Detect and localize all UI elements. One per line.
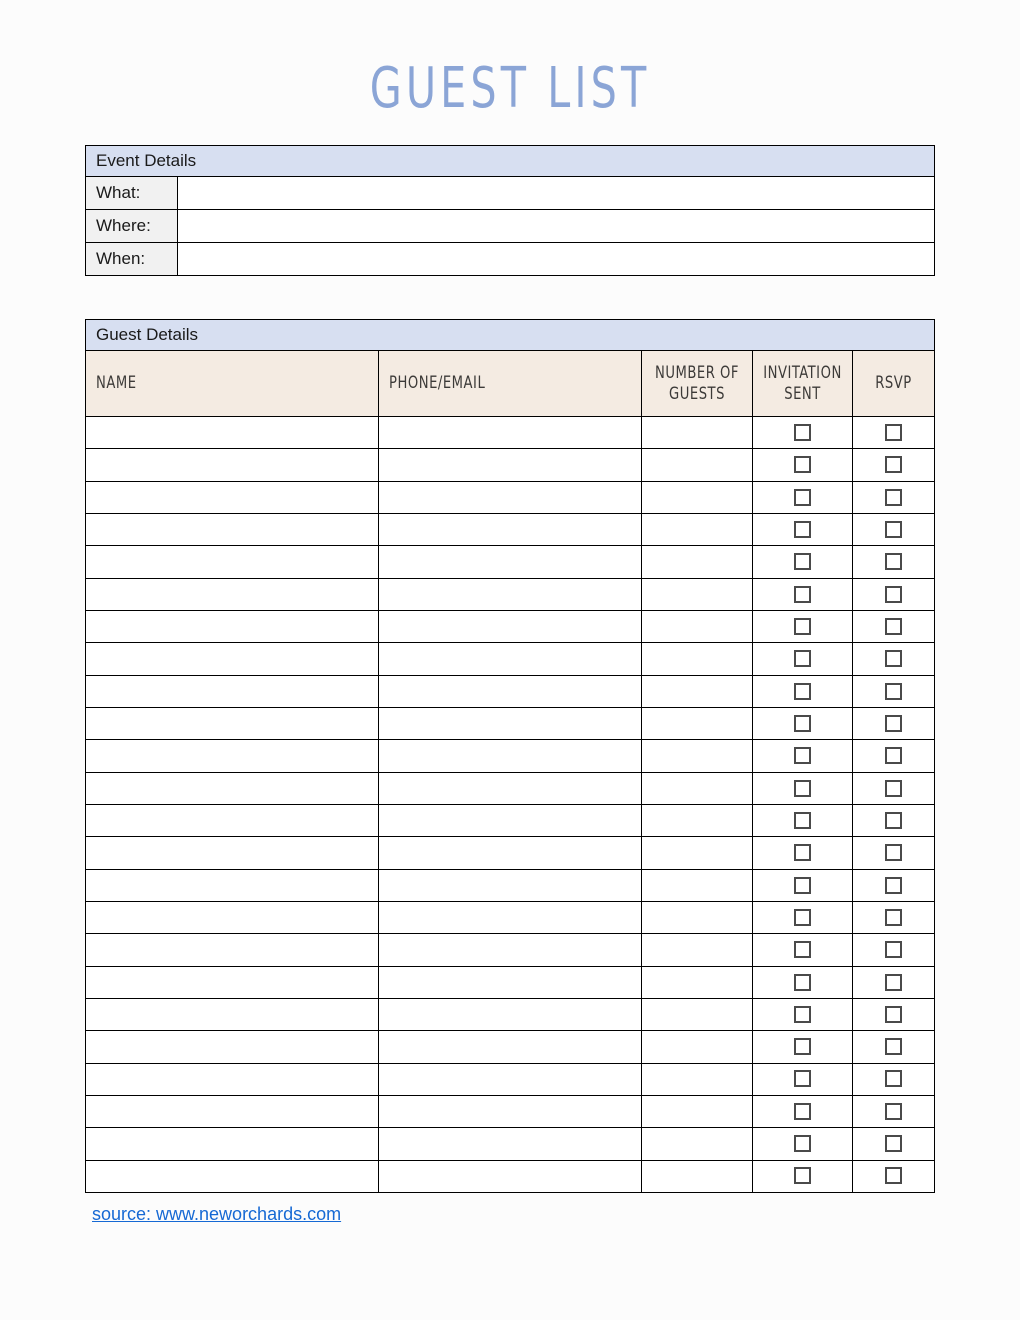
table-row: [86, 449, 935, 481]
invitation-sent-cell: [753, 513, 853, 545]
guest-name-cell[interactable]: [86, 1095, 379, 1127]
guest-name-cell[interactable]: [86, 966, 379, 998]
invitation-sent-cell: [753, 1031, 853, 1063]
invitation-sent-cell: [753, 610, 853, 642]
rsvp-cell: [853, 1128, 935, 1160]
guest-name-cell[interactable]: [86, 1063, 379, 1095]
guest-phone-email-cell[interactable]: [379, 1128, 642, 1160]
guest-number-of-guests-cell[interactable]: [642, 1128, 753, 1160]
rsvp-cell: [853, 740, 935, 772]
rsvp-checkbox[interactable]: [885, 1135, 902, 1152]
guest-name-cell[interactable]: [86, 675, 379, 707]
guest-phone-email-cell[interactable]: [379, 772, 642, 804]
guest-name-cell[interactable]: [86, 449, 379, 481]
guest-phone-email-cell[interactable]: [379, 998, 642, 1030]
guest-number-of-guests-cell[interactable]: [642, 578, 753, 610]
rsvp-checkbox[interactable]: [885, 780, 902, 797]
guest-phone-email-cell[interactable]: [379, 901, 642, 933]
invitation-sent-cell: [753, 772, 853, 804]
rsvp-checkbox[interactable]: [885, 424, 902, 441]
invitation-sent-checkbox[interactable]: [794, 586, 811, 603]
guest-name-cell[interactable]: [86, 610, 379, 642]
table-row: [86, 1095, 935, 1127]
guest-number-of-guests-cell[interactable]: [642, 998, 753, 1030]
invitation-sent-cell: [753, 481, 853, 513]
table-row: [86, 740, 935, 772]
rsvp-checkbox[interactable]: [885, 1006, 902, 1023]
guest-phone-email-cell[interactable]: [379, 707, 642, 739]
table-row: [86, 869, 935, 901]
guest-number-of-guests-cell[interactable]: [642, 966, 753, 998]
invitation-sent-cell: [753, 1063, 853, 1095]
invitation-sent-checkbox[interactable]: [794, 1070, 811, 1087]
rsvp-cell: [853, 966, 935, 998]
invitation-sent-cell: [753, 707, 853, 739]
invitation-sent-checkbox[interactable]: [794, 683, 811, 700]
guest-phone-email-cell[interactable]: [379, 578, 642, 610]
rsvp-cell: [853, 998, 935, 1030]
rsvp-cell: [853, 513, 935, 545]
column-header-rsvp: [853, 351, 935, 417]
rsvp-cell: [853, 901, 935, 933]
guest-phone-email-cell[interactable]: [379, 740, 642, 772]
table-row: [86, 1031, 935, 1063]
invitation-sent-checkbox[interactable]: [794, 1038, 811, 1055]
rsvp-checkbox[interactable]: [885, 456, 902, 473]
rsvp-checkbox[interactable]: [885, 1038, 902, 1055]
invitation-sent-cell: [753, 804, 853, 836]
invitation-sent-checkbox[interactable]: [794, 489, 811, 506]
guest-rows-body: [86, 417, 935, 1193]
guest-number-of-guests-cell[interactable]: [642, 837, 753, 869]
rsvp-checkbox[interactable]: [885, 1103, 902, 1120]
event-when-row: [86, 243, 935, 276]
guest-name-cell[interactable]: [86, 1031, 379, 1063]
guest-phone-email-cell[interactable]: [379, 934, 642, 966]
event-where-label: Where:: [86, 210, 178, 243]
invitation-sent-cell: [753, 1095, 853, 1127]
table-row: [86, 1128, 935, 1160]
guest-number-of-guests-cell[interactable]: [642, 804, 753, 836]
column-header-name-label: NAME: [96, 373, 137, 393]
invitation-sent-checkbox[interactable]: [794, 974, 811, 991]
guest-number-of-guests-cell[interactable]: [642, 1031, 753, 1063]
guest-name-cell[interactable]: [86, 1160, 379, 1192]
rsvp-checkbox[interactable]: [885, 844, 902, 861]
rsvp-checkbox[interactable]: [885, 974, 902, 991]
table-row: [86, 513, 935, 545]
guest-name-cell[interactable]: [86, 934, 379, 966]
guest-name-cell[interactable]: [86, 1128, 379, 1160]
rsvp-cell: [853, 417, 935, 449]
guest-name-cell[interactable]: [86, 998, 379, 1030]
guest-phone-email-cell[interactable]: [379, 869, 642, 901]
table-row: [86, 966, 935, 998]
invitation-sent-checkbox[interactable]: [794, 844, 811, 861]
guest-details-table: [85, 319, 935, 1193]
guest-number-of-guests-cell[interactable]: [642, 1160, 753, 1192]
guest-name-cell[interactable]: [86, 869, 379, 901]
column-header-invitation-sent: [753, 351, 853, 417]
guest-number-of-guests-cell[interactable]: [642, 1095, 753, 1127]
guest-phone-email-cell[interactable]: [379, 417, 642, 449]
invitation-sent-cell: [753, 546, 853, 578]
invitation-sent-checkbox[interactable]: [794, 941, 811, 958]
rsvp-checkbox[interactable]: [885, 553, 902, 570]
guest-phone-email-cell[interactable]: [379, 1095, 642, 1127]
rsvp-checkbox[interactable]: [885, 747, 902, 764]
guest-number-of-guests-cell[interactable]: [642, 772, 753, 804]
guest-name-cell[interactable]: [86, 417, 379, 449]
table-row: [86, 546, 935, 578]
guest-number-of-guests-cell[interactable]: [642, 610, 753, 642]
rsvp-cell: [853, 804, 935, 836]
rsvp-cell: [853, 610, 935, 642]
rsvp-cell: [853, 1063, 935, 1095]
event-where-input[interactable]: [178, 210, 935, 243]
rsvp-cell: [853, 1095, 935, 1127]
guest-name-cell[interactable]: [86, 740, 379, 772]
table-row: [86, 998, 935, 1030]
rsvp-cell: [853, 578, 935, 610]
invitation-sent-cell: [753, 869, 853, 901]
table-row: [86, 934, 935, 966]
rsvp-checkbox[interactable]: [885, 489, 902, 506]
table-row: [86, 578, 935, 610]
column-header-number-of-guests: [642, 351, 753, 417]
guest-details-column-header-row: [86, 351, 935, 417]
table-row: [86, 610, 935, 642]
rsvp-checkbox[interactable]: [885, 683, 902, 700]
rsvp-cell: [853, 546, 935, 578]
invitation-sent-cell: [753, 1160, 853, 1192]
guest-phone-email-cell[interactable]: [379, 610, 642, 642]
table-row: [86, 901, 935, 933]
rsvp-cell: [853, 1160, 935, 1192]
rsvp-checkbox[interactable]: [885, 1070, 902, 1087]
invitation-sent-cell: [753, 578, 853, 610]
guest-number-of-guests-cell[interactable]: [642, 481, 753, 513]
guest-number-of-guests-cell[interactable]: [642, 675, 753, 707]
column-header-number-of-guests-label: NUMBER OF GUESTS: [654, 362, 740, 404]
guest-phone-email-cell[interactable]: [379, 1031, 642, 1063]
event-when-input[interactable]: [178, 243, 935, 276]
guest-number-of-guests-cell[interactable]: [642, 546, 753, 578]
table-row: [86, 481, 935, 513]
guest-phone-email-cell[interactable]: [379, 1063, 642, 1095]
guest-name-cell[interactable]: [86, 481, 379, 513]
guest-name-cell[interactable]: [86, 804, 379, 836]
event-details-section-title: Event Details: [86, 146, 935, 177]
invitation-sent-cell: [753, 417, 853, 449]
rsvp-checkbox[interactable]: [885, 812, 902, 829]
guest-number-of-guests-cell[interactable]: [642, 740, 753, 772]
guest-details-header-row: [86, 320, 935, 351]
guest-name-cell[interactable]: [86, 643, 379, 675]
rsvp-cell: [853, 837, 935, 869]
invitation-sent-checkbox[interactable]: [794, 456, 811, 473]
event-details-header-row: [86, 146, 935, 177]
guest-number-of-guests-cell[interactable]: [642, 934, 753, 966]
rsvp-checkbox[interactable]: [885, 586, 902, 603]
guest-phone-email-cell[interactable]: [379, 837, 642, 869]
guest-name-cell[interactable]: [86, 837, 379, 869]
invitation-sent-checkbox[interactable]: [794, 909, 811, 926]
guest-number-of-guests-cell[interactable]: [642, 869, 753, 901]
rsvp-cell: [853, 707, 935, 739]
guest-phone-email-cell[interactable]: [379, 481, 642, 513]
invitation-sent-checkbox[interactable]: [794, 1103, 811, 1120]
invitation-sent-cell: [753, 934, 853, 966]
invitation-sent-checkbox[interactable]: [794, 424, 811, 441]
rsvp-cell: [853, 481, 935, 513]
event-where-row: [86, 210, 935, 243]
rsvp-checkbox[interactable]: [885, 877, 902, 894]
page-title: GUEST LIST: [369, 56, 651, 121]
table-row: [86, 707, 935, 739]
table-row: [86, 675, 935, 707]
invitation-sent-checkbox[interactable]: [794, 553, 811, 570]
invitation-sent-checkbox[interactable]: [794, 618, 811, 635]
invitation-sent-checkbox[interactable]: [794, 521, 811, 538]
guest-phone-email-cell[interactable]: [379, 804, 642, 836]
guest-number-of-guests-cell[interactable]: [642, 449, 753, 481]
invitation-sent-cell: [753, 1128, 853, 1160]
invitation-sent-checkbox[interactable]: [794, 877, 811, 894]
guest-number-of-guests-cell[interactable]: [642, 1063, 753, 1095]
guest-name-cell[interactable]: [86, 707, 379, 739]
rsvp-cell: [853, 934, 935, 966]
table-row: [86, 417, 935, 449]
column-header-name: [86, 351, 379, 417]
rsvp-cell: [853, 869, 935, 901]
invitation-sent-cell: [753, 740, 853, 772]
rsvp-cell: [853, 675, 935, 707]
table-row: [86, 1160, 935, 1192]
rsvp-checkbox[interactable]: [885, 521, 902, 538]
invitation-sent-checkbox[interactable]: [794, 812, 811, 829]
invitation-sent-cell: [753, 643, 853, 675]
invitation-sent-cell: [753, 998, 853, 1030]
table-row: [86, 772, 935, 804]
rsvp-checkbox[interactable]: [885, 618, 902, 635]
event-details-table: [85, 145, 935, 276]
invitation-sent-checkbox[interactable]: [794, 780, 811, 797]
guest-name-cell[interactable]: [86, 901, 379, 933]
rsvp-checkbox[interactable]: [885, 909, 902, 926]
guest-phone-email-cell[interactable]: [379, 546, 642, 578]
column-header-invitation-sent-label: INVITATION SENT: [763, 362, 842, 404]
source-link[interactable]: source: www.neworchards.com: [92, 1204, 342, 1224]
table-row: [86, 643, 935, 675]
invitation-sent-cell: [753, 449, 853, 481]
guest-phone-email-cell[interactable]: [379, 513, 642, 545]
invitation-sent-cell: [753, 966, 853, 998]
column-header-phone-email: [379, 351, 642, 417]
column-header-phone-email-label: PHONE/EMAIL: [389, 373, 486, 393]
invitation-sent-cell: [753, 675, 853, 707]
invitation-sent-cell: [753, 837, 853, 869]
guest-phone-email-cell[interactable]: [379, 449, 642, 481]
table-row: [86, 804, 935, 836]
guest-phone-email-cell[interactable]: [379, 966, 642, 998]
invitation-sent-checkbox[interactable]: [794, 1135, 811, 1152]
guest-name-cell[interactable]: [86, 772, 379, 804]
guest-phone-email-cell[interactable]: [379, 675, 642, 707]
guest-name-cell[interactable]: [86, 513, 379, 545]
column-header-rsvp-label: RSVP: [875, 373, 912, 393]
guest-phone-email-cell[interactable]: [379, 643, 642, 675]
guest-number-of-guests-cell[interactable]: [642, 513, 753, 545]
event-what-label: What:: [86, 177, 178, 210]
invitation-sent-cell: [753, 901, 853, 933]
rsvp-checkbox[interactable]: [885, 941, 902, 958]
guest-details-section-title: Guest Details: [86, 320, 935, 351]
table-row: [86, 837, 935, 869]
guest-number-of-guests-cell[interactable]: [642, 707, 753, 739]
event-when-label: When:: [86, 243, 178, 276]
event-what-row: [86, 177, 935, 210]
guest-number-of-guests-cell[interactable]: [642, 901, 753, 933]
invitation-sent-checkbox[interactable]: [794, 715, 811, 732]
invitation-sent-checkbox[interactable]: [794, 1167, 811, 1184]
invitation-sent-checkbox[interactable]: [794, 650, 811, 667]
rsvp-checkbox[interactable]: [885, 650, 902, 667]
guest-number-of-guests-cell[interactable]: [642, 417, 753, 449]
event-what-input[interactable]: [178, 177, 935, 210]
rsvp-cell: [853, 449, 935, 481]
rsvp-cell: [853, 643, 935, 675]
guest-number-of-guests-cell[interactable]: [642, 643, 753, 675]
guest-phone-email-cell[interactable]: [379, 1160, 642, 1192]
rsvp-checkbox[interactable]: [885, 1167, 902, 1184]
rsvp-checkbox[interactable]: [885, 715, 902, 732]
guest-name-cell[interactable]: [86, 578, 379, 610]
rsvp-cell: [853, 1031, 935, 1063]
invitation-sent-checkbox[interactable]: [794, 747, 811, 764]
rsvp-cell: [853, 772, 935, 804]
guest-name-cell[interactable]: [86, 546, 379, 578]
invitation-sent-checkbox[interactable]: [794, 1006, 811, 1023]
table-row: [86, 1063, 935, 1095]
